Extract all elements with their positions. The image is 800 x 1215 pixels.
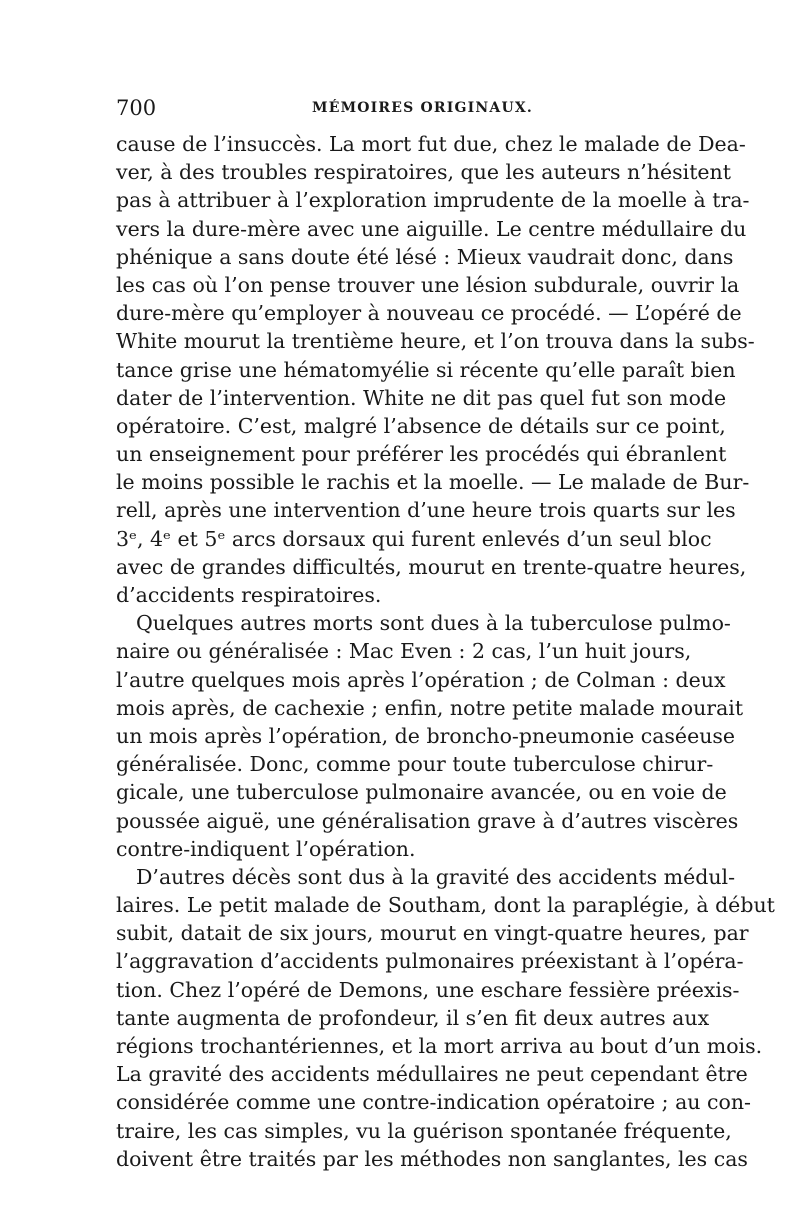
text-line: poussée aiguë, une généralisation grave à d’autres viscères [116, 808, 739, 833]
text-line: tante augmenta de profondeur, il s’en fit deux autres aux [116, 1005, 710, 1030]
text-line: La gravité des accidents médullaires ne peut cependant être [116, 1062, 748, 1087]
page-header [116, 96, 686, 120]
paragraph [116, 130, 755, 609]
text-line: pas à attribuer à l’exploration imprudente de la moelle à tra- [116, 188, 750, 213]
text-line: avec de grandes difficultés, mourut en trente-quatre heures, [116, 554, 747, 579]
text-line: un enseignement pour préférer les procédés qui ébranlent [116, 442, 727, 467]
text-line: 3ᵉ, 4ᵉ et 5ᵉ arcs dorsaux qui furent enlevés d’un seul bloc [116, 526, 712, 551]
text-line: vers la dure-mère avec une aiguille. Le centre médullaire du [116, 216, 747, 241]
text-line: traire, les cas simples, vu la guérison spontanée fréquente, [116, 1118, 732, 1143]
text-line: gicale, une tuberculose pulmonaire avancée, ou en voie de [116, 780, 727, 805]
text-line: rell, après une intervention d’une heure trois quarts sur les [116, 498, 736, 523]
text-line: contre-indiquent l’opération. [116, 836, 416, 861]
text-line: mois après, de cachexie ; enfin, notre petite malade mourait [116, 695, 744, 720]
text-line: opératoire. C’est, malgré l’absence de détails sur ce point, [116, 413, 726, 438]
text-line: ver, à des troubles respiratoires, que les auteurs n’hésitent [116, 160, 731, 185]
text-line: naire ou généralisée : Mac Even : 2 cas, l’un huit jours, [116, 639, 692, 664]
running-title: MÉMOIRES ORIGINAUX. [312, 100, 533, 116]
text-line: tance grise une hématomyélie si récente qu’elle paraît bien [116, 357, 736, 382]
text-line: laires. Le petit malade de Southam, dont la paraplégie, à début [116, 893, 775, 918]
text-line: considérée comme une contre-indication opératoire ; au con- [116, 1090, 751, 1115]
text-line: White mourut la trentième heure, et l’on trouva dans la subs- [116, 329, 755, 354]
text-line: phénique a sans doute été lésé : Mieux vaudrait donc, dans [116, 244, 734, 269]
paragraph [116, 609, 744, 863]
page-number: 700 [116, 96, 157, 120]
text-line: doivent être traités par les méthodes non sanglantes, les cas [116, 1146, 748, 1171]
text-line: subit, datait de six jours, mourut en vingt-quatre heures, par [116, 921, 749, 946]
paragraph [116, 863, 775, 1173]
text-line: l’aggravation d’accidents pulmonaires préexistant à l’opéra- [116, 949, 744, 974]
text-line: un mois après l’opération, de broncho-pneumonie caséeuse [116, 723, 736, 748]
text-line: d’accidents respiratoires. [116, 583, 382, 607]
text-line: régions trochantériennes, et la mort arriva au bout d’un mois. [116, 1034, 763, 1058]
text-line: dater de l’intervention. White ne dit pas quel fut son mode [116, 385, 727, 410]
text-line: cause de l’insuccès. La mort fut due, chez le malade de Dea- [116, 132, 746, 156]
text-line: dure-mère qu’employer à nouveau ce procédé. — L’opéré de [116, 301, 742, 326]
text-line: D’autres décès sont dus à la gravité des accidents médul- [136, 864, 736, 889]
text-line: les cas où l’on pense trouver une lésion subdurale, ouvrir la [116, 272, 740, 297]
text-line: l’autre quelques mois après l’opération ; de Colman : deux [116, 667, 726, 692]
text-line: Quelques autres morts sont dues à la tuberculose pulmo- [136, 611, 731, 636]
text-line: le moins possible le rachis et la moelle. — Le malade de Bur- [116, 470, 750, 495]
text-line: généralisée. Donc, comme pour toute tuberculose chirur- [116, 752, 714, 777]
body-text [116, 130, 775, 1173]
text-line: tion. Chez l’opéré de Demons, une eschare fessière préexis- [116, 977, 740, 1002]
